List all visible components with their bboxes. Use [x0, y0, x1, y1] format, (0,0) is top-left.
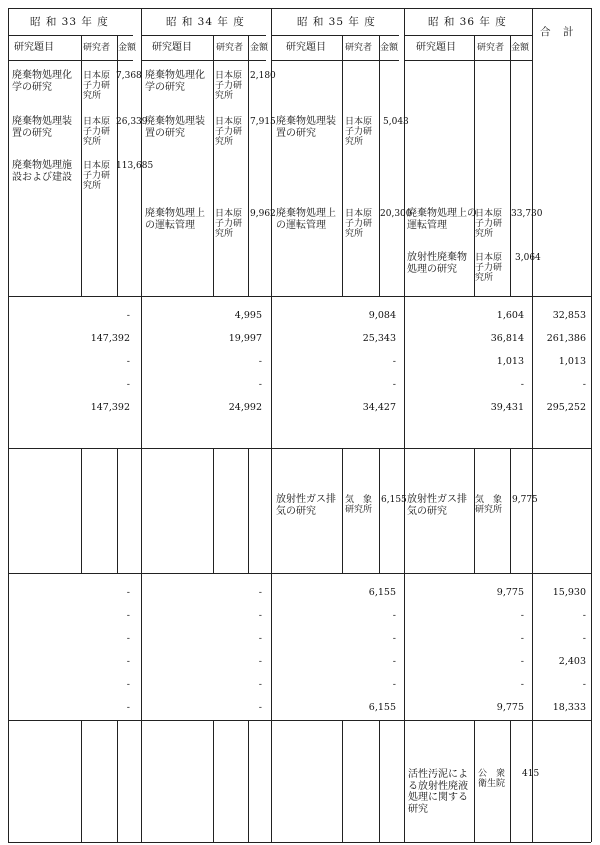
summary-value-total-5: -: [582, 679, 586, 690]
summary-value-y36-2: -: [520, 610, 524, 621]
summary-value-y36-1: 9,775: [496, 587, 524, 598]
grid-line: [591, 8, 592, 842]
s1-y34-topic-2: 廃棄物処理装 置の研究: [145, 116, 205, 139]
summary-value-y35-3: -: [392, 356, 396, 367]
grid-line: [248, 448, 249, 573]
summary-value-y34-5: -: [258, 679, 262, 690]
grid-line: [117, 448, 118, 573]
subheader-researcher-33: 研究者: [83, 43, 111, 53]
s2-y36-amount: 9,775: [512, 495, 538, 505]
s1-y36-amount-2: 3,064: [515, 253, 541, 263]
s1-y35-researcher-1: 日本原 子力研 究所: [345, 117, 373, 147]
subheader-topic-34: 研究題目: [152, 42, 192, 53]
s1-y33-amount-2: 26,339: [116, 117, 148, 127]
summary-value-y35-5: -: [392, 679, 396, 690]
grid-line: [8, 8, 9, 842]
year-header-34: 昭 和 34 年 度: [166, 16, 245, 28]
year-header-35: 昭 和 35 年 度: [297, 16, 376, 28]
summary-value-y36-6: 9,775: [496, 702, 524, 713]
summary-value-y33-2: 147,392: [90, 333, 130, 344]
s1-y34-topic-1: 廃棄物処理化 学の研究: [145, 70, 205, 93]
s2-y35-topic: 放射性ガス排 気の研究: [276, 494, 336, 517]
summary-value-y35-2: -: [392, 610, 396, 621]
year-header-33: 昭 和 33 年 度: [30, 16, 109, 28]
s1-y33-researcher-2: 日本原 子力研 究所: [83, 117, 111, 147]
grid-line: [342, 720, 343, 842]
subheader-researcher-36: 研究者: [477, 43, 505, 53]
subheader-researcher-35: 研究者: [345, 43, 373, 53]
grid-line: [510, 448, 511, 573]
summary-value-total-1: 32,853: [552, 310, 586, 321]
summary-value-y36-3: -: [520, 633, 524, 644]
summary-value-y36-2: 36,814: [490, 333, 524, 344]
grid-line: [510, 720, 511, 842]
s1-y34-amount-2: 7,915: [250, 117, 276, 127]
s1-y33-researcher-1: 日本原 子力研 究所: [83, 71, 111, 101]
summary-value-y34-2: -: [258, 610, 262, 621]
summary-value-y33-5: 147,392: [90, 402, 130, 413]
s1-y36-researcher-2: 日本原 子力研 究所: [475, 253, 503, 283]
s1-y33-researcher-3: 日本原 子力研 究所: [83, 161, 111, 191]
subheader-topic-36: 研究題目: [416, 42, 456, 53]
summary-value-y33-3: -: [126, 633, 130, 644]
grid-line: [81, 35, 82, 296]
summary-value-y36-4: -: [520, 379, 524, 390]
summary-value-y33-5: -: [126, 679, 130, 690]
summary-value-total-1: 15,930: [552, 587, 586, 598]
summary-value-y36-3: 1,013: [496, 356, 524, 367]
s1-y35-topic-2: 廃棄物処理上 の運転管理: [276, 208, 336, 231]
s1-y33-topic-2: 廃棄物処理装 置の研究: [12, 116, 72, 139]
s3-y36-amount: 415: [522, 769, 540, 779]
s1-y35-amount-2: 20,300: [380, 209, 412, 219]
summary-value-y34-4: -: [258, 379, 262, 390]
grid-line: [474, 720, 475, 842]
grid-line: [248, 720, 249, 842]
grid-line: [342, 35, 343, 296]
summary-value-y33-1: -: [126, 310, 130, 321]
grid-line: [404, 8, 405, 842]
grid-line: [8, 573, 591, 574]
grid-line: [379, 720, 380, 842]
s1-y33-amount-1: 7,368: [116, 71, 142, 81]
summary-value-y35-5: 34,427: [362, 402, 396, 413]
summary-value-total-3: 1,013: [558, 356, 586, 367]
grid-line: [8, 60, 133, 61]
summary-value-y34-6: -: [258, 702, 262, 713]
s1-y35-topic-1: 廃棄物処理装 置の研究: [276, 116, 336, 139]
s1-y35-amount-1: 5,043: [383, 117, 409, 127]
s1-y34-amount-1: 2,180: [250, 71, 276, 81]
subheader-amount-34: 金額: [250, 43, 269, 53]
grid-line: [81, 448, 82, 573]
s2-y35-amount: 6,155: [381, 495, 407, 505]
grid-line: [213, 448, 214, 573]
grid-line: [141, 8, 142, 842]
grid-line: [379, 35, 380, 296]
summary-value-y34-5: 24,992: [228, 402, 262, 413]
s1-y35-researcher-2: 日本原 子力研 究所: [345, 209, 373, 239]
s1-y36-researcher-1: 日本原 子力研 究所: [475, 209, 503, 239]
subheader-topic-33: 研究題目: [14, 42, 54, 53]
s1-y33-topic-1: 廃棄物処理化 学の研究: [12, 70, 72, 93]
summary-value-y34-4: -: [258, 656, 262, 667]
subheader-amount-35: 金額: [380, 43, 399, 53]
summary-value-y33-1: -: [126, 587, 130, 598]
grid-line: [510, 35, 511, 296]
summary-value-y36-5: 39,431: [490, 402, 524, 413]
summary-value-total-5: 295,252: [546, 402, 586, 413]
grid-line: [8, 296, 591, 297]
summary-value-y35-3: -: [392, 633, 396, 644]
summary-value-y33-4: -: [126, 379, 130, 390]
s1-y34-researcher-1: 日本原 子力研 究所: [215, 71, 243, 101]
summary-value-total-6: 18,333: [552, 702, 586, 713]
grid-line: [117, 720, 118, 842]
grid-line: [379, 448, 380, 573]
summary-value-y35-4: -: [392, 379, 396, 390]
grid-line: [8, 720, 591, 721]
summary-value-total-4: 2,403: [558, 656, 586, 667]
summary-value-total-2: 261,386: [546, 333, 586, 344]
grid-line: [8, 842, 591, 843]
grid-line: [213, 720, 214, 842]
summary-value-y35-6: 6,155: [368, 702, 396, 713]
summary-value-y34-2: 19,997: [228, 333, 262, 344]
s1-y34-researcher-2: 日本原 子力研 究所: [215, 117, 243, 147]
grid-line: [8, 448, 591, 449]
summary-value-total-3: -: [582, 633, 586, 644]
grid-line: [8, 35, 133, 36]
s1-y36-topic-2: 放射性廃棄物 処理の研究: [407, 252, 467, 275]
year-header-36: 昭 和 36 年 度: [428, 16, 507, 28]
s3-y36-topic: 活性汚泥によ る放射性廃液 処理に関する 研究: [408, 769, 468, 815]
s1-y34-topic-3: 廃棄物処理上 の運転管理: [145, 208, 205, 231]
summary-value-y33-6: -: [126, 702, 130, 713]
summary-value-y33-3: -: [126, 356, 130, 367]
summary-value-y35-2: 25,343: [362, 333, 396, 344]
summary-value-y33-2: -: [126, 610, 130, 621]
summary-value-y36-1: 1,604: [496, 310, 524, 321]
s2-y36-topic: 放射性ガス排 気の研究: [407, 494, 467, 517]
summary-value-y34-3: -: [258, 633, 262, 644]
grid-line: [532, 8, 533, 842]
grid-line: [342, 448, 343, 573]
grid-line: [404, 60, 532, 61]
subheader-amount-36: 金額: [511, 43, 530, 53]
summary-value-y35-4: -: [392, 656, 396, 667]
summary-value-total-4: -: [582, 379, 586, 390]
s1-y33-amount-3: 113,685: [116, 161, 154, 171]
summary-value-y35-1: 6,155: [368, 587, 396, 598]
summary-value-y34-1: 4,995: [234, 310, 262, 321]
total-header: 合 計: [540, 26, 575, 38]
s2-y35-researcher: 気 象 研究所: [345, 495, 373, 515]
subheader-researcher-34: 研究者: [216, 43, 244, 53]
s1-y36-amount-1: 33,730: [511, 209, 543, 219]
grid-line: [213, 35, 214, 296]
s2-y36-researcher: 気 象 研究所: [475, 495, 503, 515]
summary-value-y36-5: -: [520, 679, 524, 690]
grid-line: [404, 35, 532, 36]
summary-value-y34-1: -: [258, 587, 262, 598]
grid-line: [8, 8, 591, 9]
grid-line: [81, 720, 82, 842]
summary-value-total-2: -: [582, 610, 586, 621]
subheader-topic-35: 研究題目: [286, 42, 326, 53]
subheader-amount-33: 金額: [118, 43, 137, 53]
summary-value-y34-3: -: [258, 356, 262, 367]
grid-line: [248, 35, 249, 296]
s1-y34-researcher-3: 日本原 子力研 究所: [215, 209, 243, 239]
s1-y34-amount-3: 9,962: [250, 209, 276, 219]
s3-y36-researcher: 公 衆 衛生院: [478, 769, 506, 789]
summary-value-y33-4: -: [126, 656, 130, 667]
summary-value-y36-4: -: [520, 656, 524, 667]
summary-value-y35-1: 9,084: [368, 310, 396, 321]
s1-y33-topic-3: 廃棄物処理施 設および建設: [12, 160, 72, 183]
grid-line: [271, 8, 272, 842]
s1-y36-topic-1: 廃棄物処理上の 運転管理: [407, 208, 477, 231]
